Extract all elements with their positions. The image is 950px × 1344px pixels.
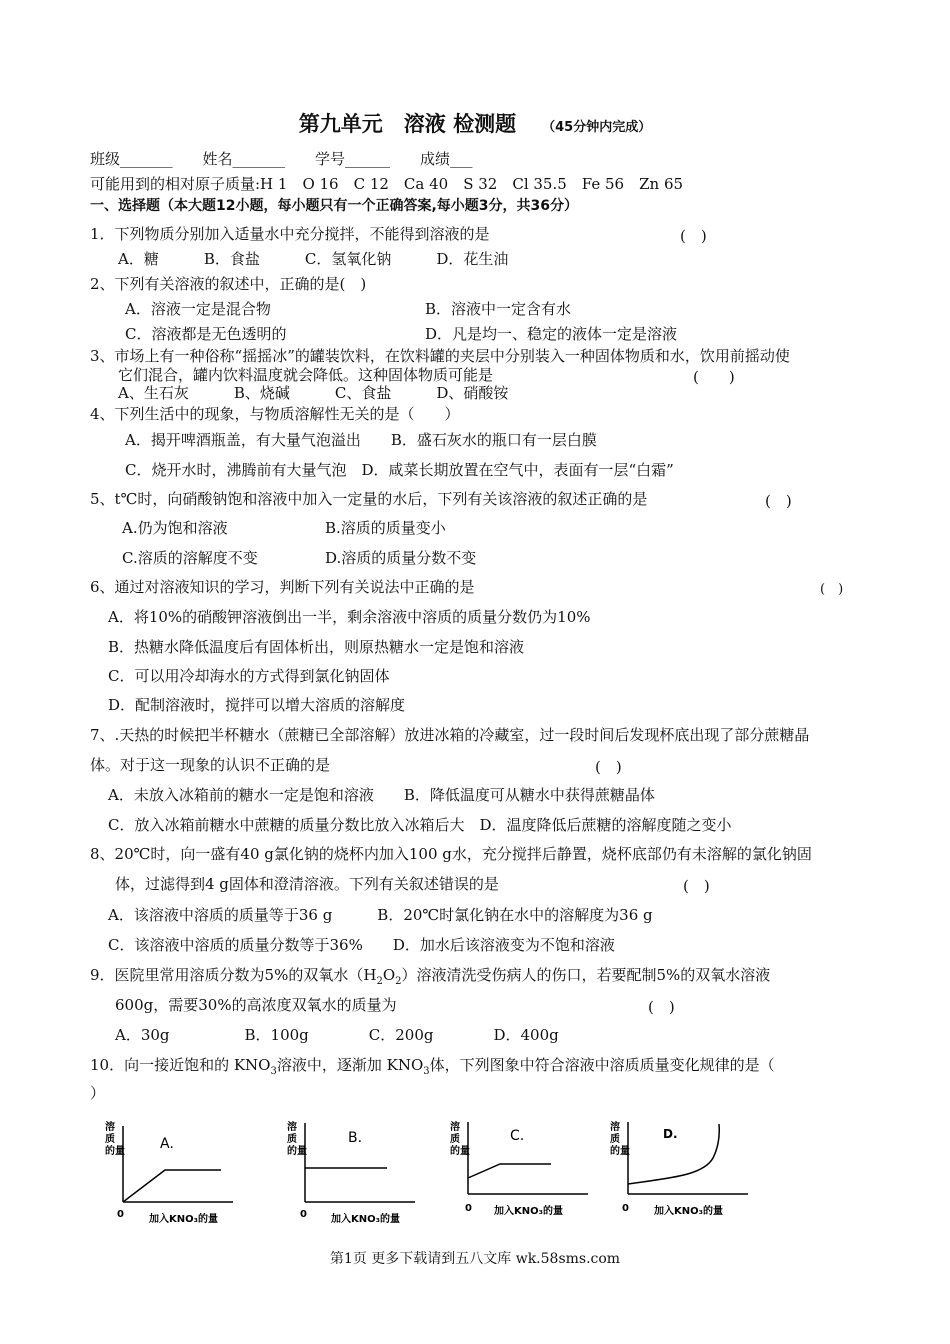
question-9-answer-blank: ( ) <box>648 998 675 1016</box>
question-8-line-2: 体，过滤得到4 g固体和澄清溶液。下列有关叙述错误的是 <box>115 875 499 893</box>
question-3-answer-blank: ( ) <box>693 368 735 386</box>
question-8-options-cd: C．该溶液中溶质的质量分数等于36% D．加水后该溶液变为不饱和溶液 <box>108 936 615 954</box>
question-6-option-c: C．可以用冷却海水的方式得到氯化钠固体 <box>108 667 390 685</box>
question-6-stem: 6、通过对溶液知识的学习，判断下列有关说法中正确的是 <box>90 578 475 596</box>
question-4-stem: 4、下列生活中的现象，与物质溶解性无关的是（ ） <box>90 405 460 423</box>
graph-a-origin: 0 <box>117 1209 124 1220</box>
question-5-option-a: A.仍为饱和溶液 <box>122 519 228 537</box>
graph-a <box>103 1118 278 1228</box>
question-2-option-c: C．溶液都是无色透明的 <box>125 325 287 343</box>
graph-d-label: D. <box>663 1127 678 1141</box>
question-2-option-d: D．凡是均一、稳定的液体一定是溶液 <box>425 325 678 343</box>
section-heading: 一、选择题（本大题12小题，每小题只有一个正确答案,每小题3分，共36分） <box>90 198 579 214</box>
student-info-line: 班级_______ 姓名_______ 学号______ 成绩___ <box>90 150 473 168</box>
question-1-stem: 1．下列物质分别加入适量水中充分搅拌，不能得到溶液的是 <box>90 225 490 243</box>
graph-d-ylabel-3: 的量 <box>610 1146 630 1157</box>
title-sub: （45分钟内完成） <box>542 120 652 135</box>
question-7-line-2: 体。对于这一现象的认识不正确的是 <box>90 756 331 774</box>
question-1-answer-blank: ( ) <box>680 227 707 245</box>
graph-b-label: B. <box>348 1130 363 1146</box>
question-1-options: A．糖 B．食盐 C．氢氧化钠 D．花生油 <box>118 250 509 268</box>
question-5-option-b: B.溶质的质量变小 <box>325 519 446 537</box>
graph-b-ylabel-1: 溶 <box>287 1122 297 1133</box>
graph-a-label: A. <box>160 1136 174 1152</box>
question-5-answer-blank: ( ) <box>765 492 792 510</box>
graph-b-xlabel: 加入KNO₃的量 <box>331 1214 400 1225</box>
graph-d-xlabel: 加入KNO₃的量 <box>654 1206 723 1217</box>
graph-c-origin: 0 <box>465 1203 472 1214</box>
question-7-options-ab: A．未放入冰箱前的糖水一定是饱和溶液 B．降低温度可从糖水中获得蔗糖晶体 <box>108 786 655 804</box>
graph-c <box>448 1118 623 1228</box>
graph-b-ylabel-3: 的量 <box>287 1146 307 1157</box>
question-7-line-1: 7、.天热的时候把半杯糖水（蔗糖已全部溶解）放进冰箱的冷藏室，过一段时间后发现杯底出现了部分蔗糖晶 <box>90 726 810 744</box>
question-7-answer-blank: ( ) <box>595 758 622 776</box>
question-9-options: A．30g B．100g C．200g D．400g <box>115 1026 559 1044</box>
question-5-stem: 5、t℃时，向硝酸钠饱和溶液中加入一定量的水后，下列有关该溶液的叙述正确的是 <box>90 490 648 508</box>
question-2-stem: 2、下列有关溶液的叙述中，正确的是( ) <box>90 275 367 293</box>
graph-a-ylabel-3: 的量 <box>105 1146 125 1157</box>
question-6-answer-blank: ( ) <box>820 582 844 597</box>
graph-c-ylabel-1: 溶 <box>450 1122 460 1133</box>
graph-a-curve <box>123 1170 221 1202</box>
question-3-line-2: 它们混合，罐内饮料温度就会降低。这种固体物质可能是 <box>118 366 494 384</box>
graph-d-ylabel-1: 溶 <box>610 1122 620 1133</box>
graph-a-ylabel-2: 质 <box>105 1134 115 1145</box>
graph-b-ylabel-2: 质 <box>287 1134 297 1145</box>
graph-c-label: C. <box>510 1128 525 1144</box>
question-3-line-1: 3、市场上有一种俗称“摇摇冰”的罐装饮料，在饮料罐的夹层中分别装入一种固体物质和水，饮用前摇动使 <box>90 347 790 365</box>
graph-c-ylabel-2: 质 <box>450 1134 460 1145</box>
graph-a-ylabel-1: 溶 <box>105 1122 115 1133</box>
graph-d-ylabel-2: 质 <box>610 1134 620 1145</box>
title-main: 第九单元 溶液 检测题 <box>298 112 517 136</box>
question-7-options-cd: C．放入冰箱前糖水中蔗糖的质量分数比放入冰箱后大 D．温度降低后蔗糖的溶解度随之变小 <box>108 816 732 834</box>
question-8-answer-blank: ( ) <box>683 877 710 895</box>
graph-c-xlabel: 加入KNO₃的量 <box>494 1206 563 1217</box>
question-6-option-d: D．配制溶液时，搅拌可以增大溶质的溶解度 <box>108 696 406 714</box>
question-6-option-a: A．将10%的硝酸钾溶液倒出一半，剩余溶液中溶质的质量分数仍为10% <box>108 608 591 626</box>
question-10-line-1: 10．向一接近饱和的 $KNO_3$溶液中，逐渐加 $KNO_3$体，下列图象中符合溶液中溶质质量变化规律的是（ <box>90 1056 775 1077</box>
question-4-options-cd: C．烧开水时，沸腾前有大量气泡 D．咸菜长期放置在空气中，表面有一层“白霜” <box>125 461 674 479</box>
question-8-options-ab: A．该溶液中溶质的质量等于36 g B．20℃时氯化钠在水中的溶解度为36 g <box>108 906 653 924</box>
question-10-line-2: ） <box>90 1084 106 1102</box>
page-footer: 第1页 更多下载请到五八文库 wk.58sms.com <box>329 1251 621 1267</box>
question-3-options: A、生石灰 B、烧碱 C、食盐 D、硝酸铵 <box>118 384 509 402</box>
graph-a-xlabel: 加入KNO₃的量 <box>149 1214 218 1225</box>
question-8-line-1: 8、20℃时，向一盛有40 g氯化钠的烧杯内加入100 g水，充分搅拌后静置，烧杯底部仍有未溶解的氯化钠固 <box>90 845 812 863</box>
graph-d <box>608 1118 783 1228</box>
atomic-masses-line: 可能用到的相对原子质量:H 1 O 16 C 12 Ca 40 S 32 Cl 35.5 Fe 56 Zn 65 <box>90 175 684 193</box>
graph-c-curve <box>468 1164 551 1178</box>
page-title <box>0 108 950 138</box>
question-9-line-1: 9．医院里常用溶质分数为5%的双氧水$(H_2O_2)$溶液清洗受伤病人的伤口，若要配制5%的双氧水溶液 <box>90 966 771 987</box>
graph-b <box>285 1118 460 1228</box>
question-2-option-b: B．溶液中一定含有水 <box>425 300 572 318</box>
question-2-option-a: A．溶液一定是混合物 <box>125 300 271 318</box>
question-5-option-d: D.溶质的质量分数不变 <box>325 549 477 567</box>
graph-d-origin: 0 <box>622 1203 629 1214</box>
question-4-options-ab: A．揭开啤酒瓶盖，有大量气泡溢出 B．盛石灰水的瓶口有一层白膜 <box>125 431 597 449</box>
graph-c-ylabel-3: 的量 <box>450 1146 470 1157</box>
question-5-option-c: C.溶质的溶解度不变 <box>122 549 258 567</box>
question-9-line-2: 600g，需要30%的高浓度双氧水的质量为 <box>115 996 397 1014</box>
question-6-option-b: B．热糖水降低温度后有固体析出，则原热糖水一定是饱和溶液 <box>108 638 525 656</box>
graph-b-origin: 0 <box>300 1209 307 1220</box>
